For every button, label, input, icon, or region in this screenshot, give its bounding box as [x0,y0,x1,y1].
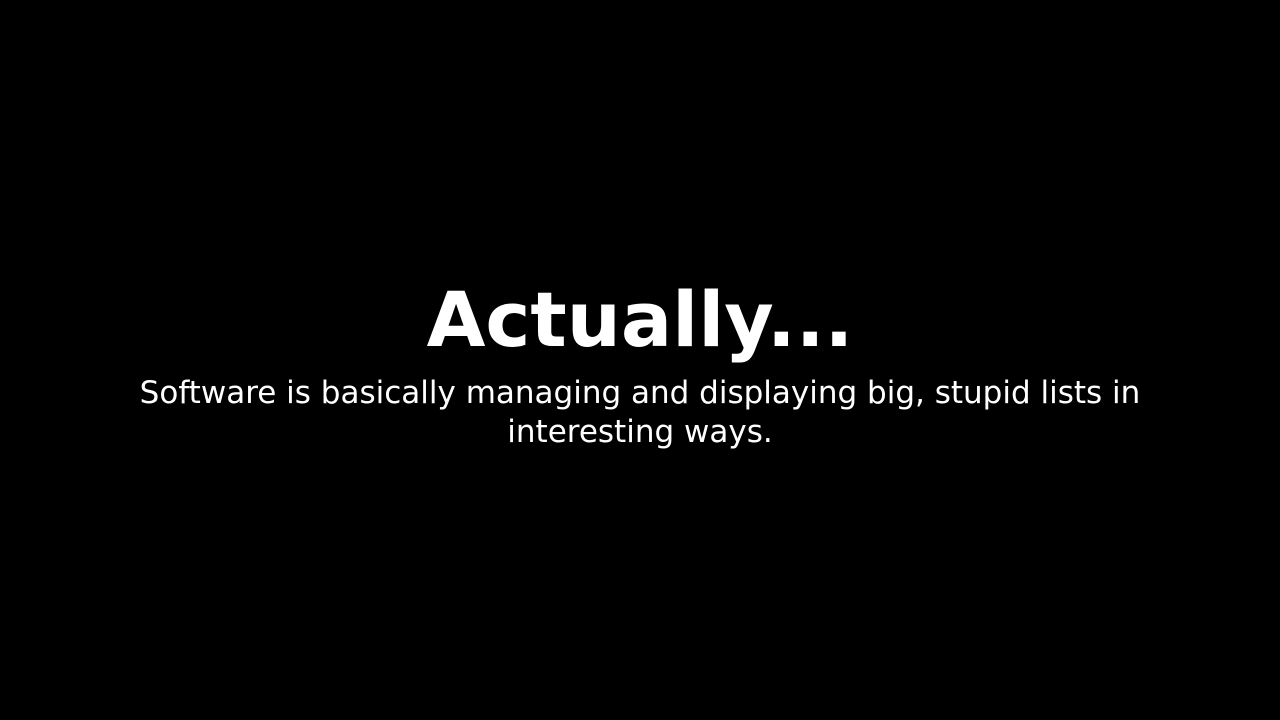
slide-content [0,270,1280,452]
slide-subtitle: Software is basically managing and displaying big, stupid lists in interesting ways. [139,375,1141,450]
slide-title: Actually... [426,275,854,364]
